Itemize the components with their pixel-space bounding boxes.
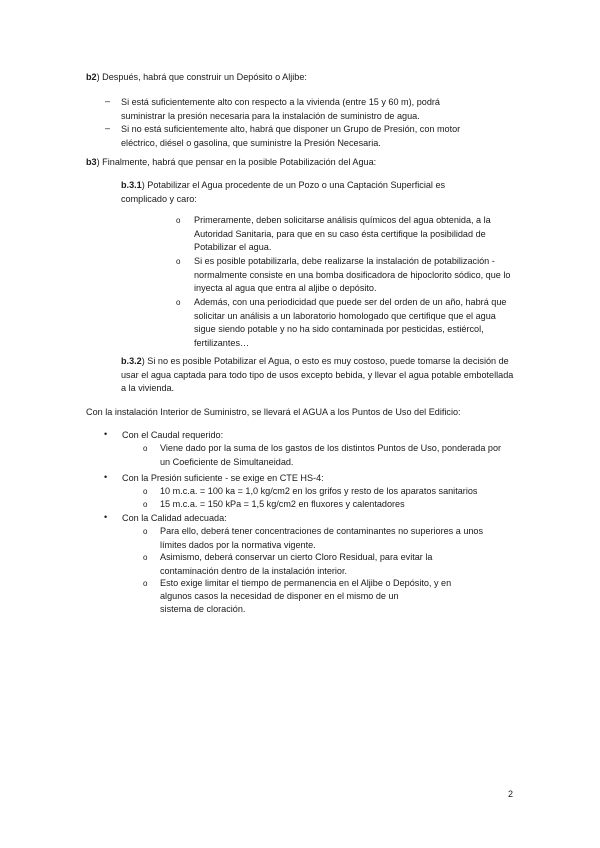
calidad-item-3-line-2: algunos casos la necesidad de disponer en el mismo de un bbox=[160, 591, 399, 601]
presion-item-2: 15 m.c.a. = 150 kPa = 1,5 kg/cm2 en fluxores y calentadores bbox=[160, 499, 405, 509]
caudal-item-1: Viene dado por la suma de los gastos de los distintos Puntos de Uso, ponderada por un Coeficiente de Simultaneidad. bbox=[160, 443, 502, 467]
b2-label: b2 bbox=[86, 72, 97, 82]
circle-bullet: o bbox=[143, 553, 148, 562]
presion-title: Con la Presión suficiente - se exige en CTE HS-4: bbox=[122, 473, 324, 483]
b31-item-2: Si es posible potabilizarla, debe realizarse la instalación de potabilización - normalmente consiste en una bomba dosificadora de hipoclorito sódico, que lo inyecta al agua que entra al aljibe o depósito. bbox=[194, 256, 511, 294]
b31-paragraph bbox=[121, 179, 493, 206]
page-number: 2 bbox=[508, 789, 514, 799]
circle-bullet: o bbox=[176, 216, 181, 225]
b2-item-1: Si está suficientemente alto con respecto a la vivienda (entre 15 y 60 m), podrá suministrar la presión necesaria para la instalación de suministro de agua. bbox=[121, 97, 440, 121]
b32-paragraph bbox=[121, 355, 516, 396]
circle-bullet: o bbox=[176, 257, 181, 266]
circle-bullet: o bbox=[143, 527, 148, 536]
b31-text: ) Potabilizar el Agua procedente de un Pozo o una Captación Superficial es complicado y caro: bbox=[121, 180, 446, 204]
calidad-item-3-line-3: sistema de cloración. bbox=[160, 604, 246, 614]
b31-item-3: Además, con una periodicidad que puede ser del orden de un año, habrá que solicitar un análisis a un laboratorio homologado que certifique que el agua sigue siendo potable y no ha sido contaminada por pesticidas, estiércol, fertilizantes… bbox=[194, 297, 507, 348]
b2-heading bbox=[86, 71, 307, 85]
circle-bullet: o bbox=[143, 487, 148, 496]
interior-intro: Con la instalación Interior de Suministro, se llevará el AGUA a los Puntos de Uso del Edificio: bbox=[86, 407, 461, 417]
b32-label: b.3.2 bbox=[121, 356, 142, 366]
b32-text: ) Si no es posible Potabilizar el Agua, o esto es muy costoso, puede tomarse la decisión de usar el agua captada para todo tipo de usos excepto bebida, y llevar el agua potable embotellada a la vivienda. bbox=[121, 356, 514, 394]
circle-bullet: o bbox=[143, 579, 148, 588]
b31-item-1: Primeramente, deben solicitarse análisis químicos del agua obtenida, a la Autoridad Sanitaria, para que en su caso ésta certifique la posibilidad de Potabilizar el agua. bbox=[194, 215, 491, 253]
calidad-item-2: Asimismo, deberá conservar un cierto Cloro Residual, para evitar la contaminación dentro de la instalación interior. bbox=[160, 552, 433, 576]
b2-heading-text: ) Después, habrá que construir un Depósito o Aljibe: bbox=[96, 72, 307, 82]
b3-heading bbox=[86, 156, 376, 170]
calidad-title: Con la Calidad adecuada: bbox=[122, 513, 227, 523]
circle-bullet: o bbox=[143, 500, 148, 509]
bullet-marker: • bbox=[104, 429, 108, 439]
bullet-marker: • bbox=[104, 472, 108, 482]
calidad-item-1: Para ello, deberá tener concentraciones de contaminantes no superiores a unos límites dados por la normativa vigente. bbox=[160, 526, 484, 550]
b3-label: b3 bbox=[86, 157, 97, 167]
b2-item-2: Si no está suficientemente alto, habrá que disponer un Grupo de Presión, con motor eléctrico, diésel o gasolina, que suministre la Presión Necesaria. bbox=[121, 124, 461, 148]
presion-item-1: 10 m.c.a. = 100 ka = 1,0 kg/cm2 en los grifos y resto de los aparatos sanitarios bbox=[160, 486, 478, 496]
b31-label: b.3.1 bbox=[121, 180, 142, 190]
b3-heading-text: ) Finalmente, habrá que pensar en la posible Potabilización del Agua: bbox=[96, 157, 377, 167]
calidad-item-3-line-1: Esto exige limitar el tiempo de permanencia en el Aljibe o Depósito, y en bbox=[160, 578, 452, 588]
caudal-title: Con el Caudal requerido: bbox=[122, 430, 224, 440]
circle-bullet: o bbox=[143, 444, 148, 453]
circle-bullet: o bbox=[176, 298, 181, 307]
bullet-marker: • bbox=[104, 512, 108, 522]
dash-marker: – bbox=[105, 123, 111, 133]
dash-marker: – bbox=[105, 96, 111, 106]
